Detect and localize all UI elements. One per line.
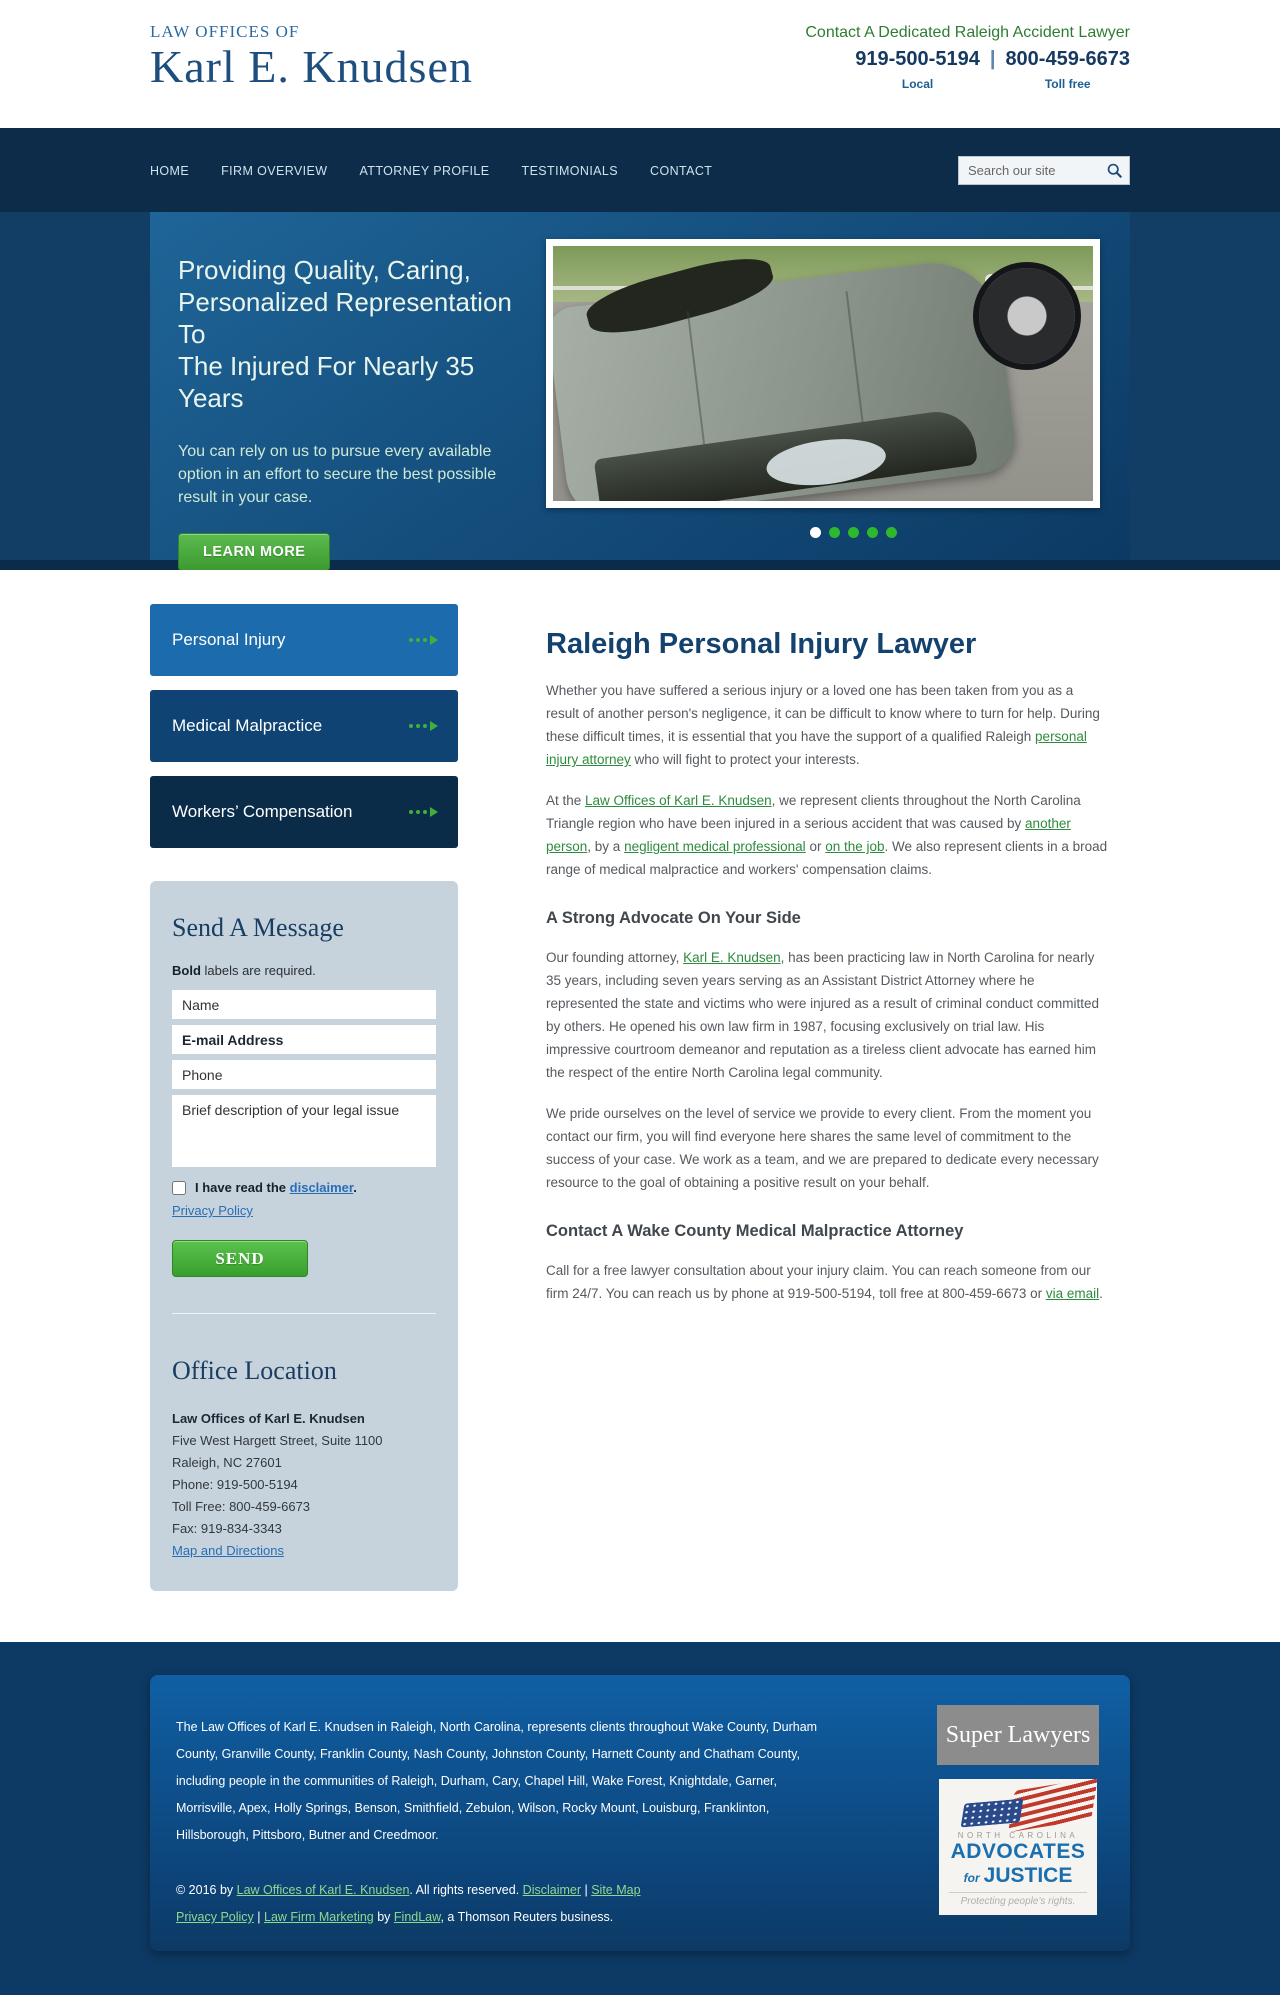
local-phone-number[interactable]: 919-500-5194 <box>855 48 980 70</box>
photo-car-body <box>553 255 1018 501</box>
footer-firm-link[interactable]: Law Offices of Karl E. Knudsen <box>236 1883 410 1897</box>
carousel-dot-5[interactable] <box>886 527 897 538</box>
ncaj-flag-graphic <box>949 1785 1087 1829</box>
super-lawyers-badge[interactable]: Super Lawyers <box>937 1705 1099 1765</box>
nav-links <box>150 164 712 178</box>
office-street: Five West Hargett Street, Suite 1100 <box>172 1433 383 1448</box>
header-contact-block <box>805 0 1130 91</box>
paragraph: Our founding attorney, Karl E. Knudsen, has been practicing law in North Carolina for nearly 35 years, including seven years serving as an Assistant District Attorney where he represented the state and victims who were injured as a result of criminal conduct committed by others. He opened his own law firm in 1987, focusing exclusively on trial law. His impressive courtroom demeanor and reputation as a tireless client advocate has earned him the respect of the entire North Carolina legal community. <box>546 950 1100 1080</box>
disclaimer-link[interactable]: disclaimer <box>289 1180 354 1195</box>
footer-disclaimer-link[interactable]: Disclaimer <box>522 1883 582 1897</box>
carousel-dots <box>810 527 897 538</box>
copyright-line-2: Privacy Policy | Law Firm Marketing by FindLaw, a Thomson Reuters business. <box>176 1910 614 1924</box>
nav-item-firm-overview[interactable]: FIRM OVERVIEW <box>221 164 328 178</box>
privacy-policy-link[interactable]: Privacy Policy <box>172 1203 253 1218</box>
office-firm-name: Law Offices of Karl E. Knudsen <box>172 1411 365 1426</box>
hero-subtext: You can rely on us to pursue every available option in an effort to secure the best possible result in your case. <box>178 443 497 506</box>
tollfree-phone-block <box>1005 48 1130 91</box>
search-icon[interactable] <box>1106 162 1123 179</box>
footer-service-area: The Law Offices of Karl E. Knudsen in Raleigh, North Carolina, represents clients throughout Wake County, Durham County, Granville County, Franklin County, Nash County, Johnston County, Harnett County and Chatham County, including people in the communities of Raleigh, Durham, Cary, Chapel Hill, Wake Forest, Knightdale, Garner, Morrisville, Apex, Holly Springs, Benson, Smithfield, Zebulon, Wilson, Rocky Mount, Louisburg, Franklinton, Hillsborough, Pittsboro, Butner and Creedmoor. <box>176 1720 818 1842</box>
disclaimer-checkbox[interactable] <box>172 1181 186 1195</box>
nav-item-contact[interactable]: CONTACT <box>650 164 713 178</box>
footer-panel <box>150 1675 1130 1951</box>
footer-findlaw-link[interactable]: FindLaw <box>393 1910 441 1924</box>
office-address <box>172 1408 436 1562</box>
sidebar-item-workers-compensation[interactable]: Workers’ Compensation <box>150 776 458 848</box>
ncaj-state-label: NORTH CAROLINA <box>957 1831 1079 1840</box>
office-tollfree: Toll Free: 800-459-6673 <box>172 1499 311 1514</box>
negligent-medical-professional-link[interactable]: negligent medical professional <box>624 839 806 854</box>
nc-advocates-for-justice-badge[interactable] <box>939 1779 1097 1915</box>
hero-slide <box>150 212 1130 560</box>
footer-marketing-link[interactable]: Law Firm Marketing <box>264 1910 374 1924</box>
tollfree-phone-label: Toll free <box>1044 77 1091 91</box>
name-field[interactable] <box>172 990 436 1019</box>
footer-privacy-link[interactable]: Privacy Policy <box>176 1910 254 1924</box>
hero-heading: Providing Quality, Caring, Personalized Representation To The Injured For Nearly 35 Years <box>178 255 512 413</box>
office-phone: Phone: 919-500-5194 <box>172 1477 298 1492</box>
section-heading-advocate: A Strong Advocate On Your Side <box>546 909 801 927</box>
section-heading-contact: Contact A Wake County Medical Malpractice Attorney <box>546 1222 964 1240</box>
main-content <box>0 570 1280 1642</box>
photo-car-wheel <box>979 268 1075 364</box>
karl-knudsen-link[interactable]: Karl E. Knudsen <box>683 950 781 965</box>
main-navigation <box>0 128 1280 212</box>
office-fax: Fax: 919-834-3343 <box>172 1521 282 1536</box>
message-field[interactable] <box>172 1095 436 1167</box>
phone-field[interactable] <box>172 1060 436 1089</box>
carousel-dot-2[interactable] <box>829 527 840 538</box>
office-city: Raleigh, NC 27601 <box>172 1455 282 1470</box>
carousel-dot-4[interactable] <box>867 527 878 538</box>
logo-law-offices-of: LAW OFFICES OF <box>150 22 300 41</box>
hero-copy <box>178 254 538 571</box>
nav-item-home[interactable]: HOME <box>150 164 190 178</box>
disclaimer-checkbox-label: I have read the disclaimer. <box>195 1180 357 1195</box>
nav-item-testimonials[interactable]: TESTIMONIALS <box>521 164 619 178</box>
paragraph: We pride ourselves on the level of service we provide to every client. From the moment you contact our firm, you will find everyone here shares the same level of commitment to the success of your case. We work as a team, and we are prepared to dedicate every necessary resource to the goal of obtaining a positive result on your behalf. <box>546 1106 1099 1190</box>
learn-more-button[interactable]: LEARN MORE <box>178 533 330 571</box>
form-title: Send A Message <box>172 913 344 942</box>
sidebar-item-personal-injury[interactable]: Personal Injury <box>150 604 458 676</box>
header-tagline: Contact A Dedicated Raleigh Accident Lawyer <box>805 24 1130 41</box>
arrow-icon <box>409 635 438 645</box>
ncaj-tagline: Protecting people's rights. <box>949 1892 1087 1907</box>
ncaj-advocates-label: ADVOCATES <box>950 1840 1086 1863</box>
paragraph: Call for a free lawyer consultation about your injury claim. You can reach someone from our firm 24/7. You can reach us by phone at 919-500-5194, toll free at 800-459-6673 or via email. <box>546 1263 1103 1301</box>
on-the-job-link[interactable]: on the job <box>825 839 885 854</box>
personal-injury-attorney-link[interactable]: personal injury attorney <box>546 729 1087 767</box>
hero-carousel <box>0 212 1280 560</box>
search-input[interactable] <box>968 163 1106 178</box>
sidebar-item-medical-malpractice[interactable]: Medical Malpractice <box>150 690 458 762</box>
law-offices-link[interactable]: Law Offices of Karl E. Knudsen <box>585 793 772 808</box>
firm-logo[interactable] <box>150 0 473 92</box>
sidebar <box>150 604 458 862</box>
paragraph: At the Law Offices of Karl E. Knudsen, we represent clients throughout the North Carolina Triangle region who have been injured in a serious accident that was caused by another person, by a negligent medical professional or on the job. We also represent clients in a broad range of medical malpractice and workers' compensation claims. <box>546 793 1108 877</box>
phone-numbers <box>805 48 1130 91</box>
send-button[interactable]: SEND <box>172 1240 308 1277</box>
article <box>546 570 1108 1305</box>
map-directions-link[interactable]: Map and Directions <box>172 1543 284 1558</box>
phone-separator: | <box>989 48 996 70</box>
site-search <box>958 156 1130 185</box>
copyright-line-1: © 2016 by Law Offices of Karl E. Knudsen. All rights reserved. Disclaimer | Site Map <box>176 1883 641 1897</box>
form-required-note: Bold labels are required. <box>172 963 316 978</box>
disclaimer-checkbox-row <box>172 1180 436 1195</box>
another-person-link[interactable]: another person <box>546 816 1071 854</box>
page-title: Raleigh Personal Injury Lawyer <box>546 628 977 660</box>
office-location-title: Office Location <box>172 1356 337 1385</box>
arrow-icon <box>409 807 438 817</box>
logo-firm-name: Karl E. Knudsen <box>150 41 473 92</box>
paragraph: Whether you have suffered a serious injury or a loved one has been taken from you as a result of another person's negligence, it can be difficult to know where to turn for help. During these difficult times, it is essential that you have the support of a qualified Raleigh personal injury attorney who will fight to protect your interests. <box>546 683 1100 767</box>
local-phone-block <box>855 48 980 91</box>
footer-sitemap-link[interactable]: Site Map <box>591 1883 641 1897</box>
email-field[interactable] <box>172 1025 436 1054</box>
tollfree-phone-number[interactable]: 800-459-6673 <box>1005 48 1130 70</box>
ncaj-justice-label: for JUSTICE <box>963 1864 1073 1887</box>
hero-photo-overturned-car <box>546 239 1100 508</box>
via-email-link[interactable]: via email <box>1045 1286 1100 1301</box>
carousel-dot-1[interactable] <box>810 527 821 538</box>
contact-form-box <box>150 881 458 1591</box>
arrow-icon <box>409 721 438 731</box>
footer <box>0 1642 1280 1995</box>
carousel-dot-3[interactable] <box>848 527 859 538</box>
header <box>0 0 1280 128</box>
local-phone-label: Local <box>901 77 934 91</box>
nav-item-attorney-profile[interactable]: ATTORNEY PROFILE <box>359 164 490 178</box>
form-divider <box>172 1313 436 1314</box>
